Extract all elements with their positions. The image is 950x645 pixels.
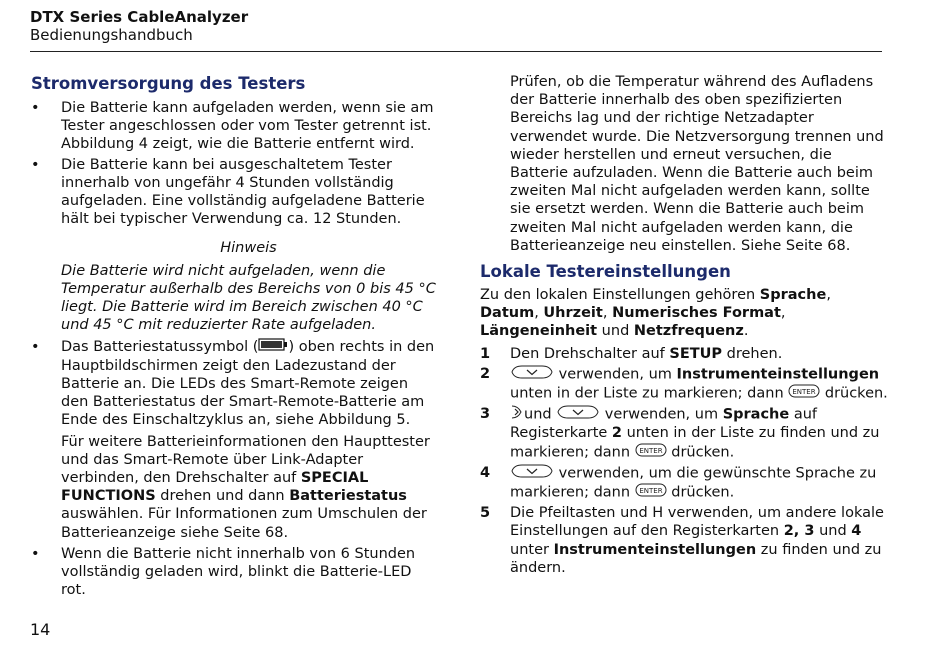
- step-item: [480, 405, 890, 462]
- step-text: [510, 345, 890, 363]
- bold-term: Längeneinheit: [480, 323, 598, 340]
- step-text: [510, 405, 890, 462]
- text-span: unter: [510, 541, 554, 558]
- step-item: [480, 365, 890, 403]
- text-span: drehen und dann: [155, 488, 290, 505]
- text-span: Die Pfeiltasten und H verwenden, um andere lokale Einstellungen auf den Registerkarten: [510, 505, 884, 540]
- bullet-dot: •: [31, 339, 40, 356]
- continued-paragraph: Prüfen, ob die Temperatur während des Aufladens der Batterie innerhalb des oben spezifizierten Bereichs lag und der richtige Netzadapter verwendet wurde. Die Netzversorgung trennen und wieder herstellen und erneut versuchen, die Batterie aufzuladen. Wenn die Batterie auch beim zweiten Mal nicht aufgeladen werden kann, sollte sie ersetzt werden. Wenn die Batterie auch beim zweiten Mal nicht aufgeladen werden kann, die Batterieanzeige neu einstellen. Siehe Seite 68.: [510, 74, 884, 254]
- up-down-arrow-keys-icon: [556, 405, 600, 424]
- note-box: [31, 239, 436, 334]
- right-arrow-tab-key-icon: [510, 405, 524, 424]
- text-span: .: [743, 323, 749, 340]
- bold-term: SPECIAL FUNCTIONS: [61, 469, 369, 505]
- text-span: und: [597, 323, 634, 340]
- text-span: drehen.: [722, 345, 783, 362]
- enter-key-icon: [635, 483, 667, 502]
- step-number: 1: [480, 345, 491, 362]
- step-text: [510, 464, 890, 502]
- text-span: drücken.: [666, 484, 735, 501]
- text-span: ) oben rechts in den Hauptbildschirmen zeigt den Ladezustand der Batterie an. Die LEDs des Smart-Remote zeigen den Batteriestatus der Smart-Remote-Batterie am Ende des Einschaltzyklus an, siehe Abbildung 5.: [61, 339, 435, 429]
- bullet-item: [31, 545, 436, 600]
- bold-term: Instrumenteinstellungen: [553, 541, 757, 558]
- section-heading-power: Stromversorgung des Testers: [31, 74, 306, 93]
- section-heading-local-settings: Lokale Testereinstellungen: [480, 262, 731, 282]
- bullet-dot: •: [31, 545, 40, 562]
- step-item: [480, 345, 890, 363]
- page-header: [30, 8, 882, 45]
- bold-term: Uhrzeit: [543, 305, 603, 322]
- bullet-dot: •: [31, 100, 40, 116]
- text-span: verwenden, um: [600, 406, 723, 423]
- step-number: 5: [480, 505, 491, 522]
- step-item: [480, 504, 890, 577]
- bullet-item: [31, 338, 436, 429]
- bullet-text: Die Batterie kann bei ausgeschaltetem Tester innerhalb von ungefähr 4 Stunden vollständig aufgeladen. Eine vollständig aufgeladene Batterie hält bei typischer Verwendung ca. 12 Stunden.: [61, 156, 425, 228]
- text-span: ,: [780, 305, 786, 322]
- text-span: Das Batteriestatussymbol (: [61, 339, 259, 356]
- svg-text:ENTER: ENTER: [792, 388, 816, 397]
- bold-term: Sprache: [759, 287, 827, 304]
- text-span: auswählen. Für Informationen zum Umschulen der Batterieanzeige siehe Seite 68.: [61, 506, 427, 541]
- text-span: ,: [602, 305, 613, 322]
- text-span: Für weitere Batterieinformationen den Haupttester und das Smart-Remote über Link-Adapter verbinden, den Drehschalter auf: [61, 433, 430, 486]
- step-number: 2: [480, 365, 491, 382]
- step-text: [510, 504, 890, 577]
- step-item: [480, 464, 890, 502]
- bold-term: 2, 3: [783, 523, 815, 540]
- step-number: 4: [480, 464, 491, 481]
- bold-term: Datum: [480, 305, 535, 322]
- svg-text:ENTER: ENTER: [639, 446, 663, 455]
- text-span: ,: [534, 305, 544, 322]
- step-text: [510, 365, 890, 403]
- header-divider: [30, 51, 882, 52]
- up-down-arrow-keys-icon: [510, 464, 554, 483]
- enter-key-icon: [635, 443, 667, 462]
- battery-status-icon: [258, 338, 288, 356]
- bullet-text: [61, 338, 436, 429]
- text-span: und: [814, 523, 852, 540]
- text-span: Zu den lokalen Einstellungen gehören: [480, 287, 760, 304]
- bold-term: Sprache: [722, 406, 790, 423]
- bold-term: Instrumenteinstellungen: [676, 366, 880, 383]
- bullet-text: Wenn die Batterie nicht innerhalb von 6 Stunden vollständig geladen wird, blinkt die Batterie-LED rot.: [61, 545, 416, 599]
- text-span: unten in der Liste zu finden und zu markieren; dann: [510, 425, 880, 461]
- text-span: zu finden und zu ändern.: [510, 541, 882, 576]
- text-span: und: [524, 406, 557, 423]
- bold-term: 4: [851, 523, 862, 540]
- document-title: DTX Series CableAnalyzer: [30, 8, 249, 26]
- left-column: [31, 74, 436, 599]
- text-span: unten in der Liste zu markieren; dann: [510, 385, 789, 402]
- text-span: drücken.: [820, 385, 888, 402]
- text-span: verwenden, um die gewünschte Sprache zu markieren; dann: [510, 465, 877, 501]
- svg-text:ENTER: ENTER: [639, 487, 663, 496]
- bold-term: 2: [611, 425, 622, 442]
- bullet-item: [31, 156, 436, 229]
- document-subtitle: Bedienungshandbuch: [30, 26, 193, 44]
- bold-term: Batteriestatus: [289, 488, 407, 505]
- battery-info-paragraph: [31, 433, 436, 542]
- text-span: drücken.: [666, 444, 735, 461]
- page-number: 14: [30, 620, 51, 639]
- bullet-text: Die Batterie kann aufgeladen werden, wenn sie am Tester angeschlossen oder vom Tester getrennt ist. Abbildung 4 zeigt, wie die Batterie entfernt wird.: [61, 100, 434, 153]
- note-title: Hinweis: [220, 240, 277, 257]
- note-text: Die Batterie wird nicht aufgeladen, wenn die Temperatur außerhalb des Bereichs von 0 bis 45 °C liegt. Die Batterie wird im Bereich zwischen 40 °C und 45 °C mit reduzierter Rate aufgeladen.: [61, 262, 436, 334]
- enter-key-icon: [788, 384, 820, 403]
- bold-term: Netzfrequenz: [633, 323, 744, 340]
- local-settings-intro: [480, 286, 890, 341]
- bullet-dot: •: [31, 156, 40, 173]
- step-number: 3: [480, 406, 491, 423]
- text-span: auf Registerkarte: [510, 406, 818, 442]
- text-span: Den Drehschalter auf: [510, 345, 670, 362]
- text-span: verwenden, um: [554, 366, 677, 383]
- right-column: [480, 73, 890, 577]
- bold-term: SETUP: [669, 345, 723, 362]
- text-span: ,: [826, 287, 831, 304]
- bold-term: Numerisches Format: [612, 305, 781, 322]
- bullet-item: [31, 99, 436, 154]
- up-down-arrow-keys-icon: [510, 365, 554, 384]
